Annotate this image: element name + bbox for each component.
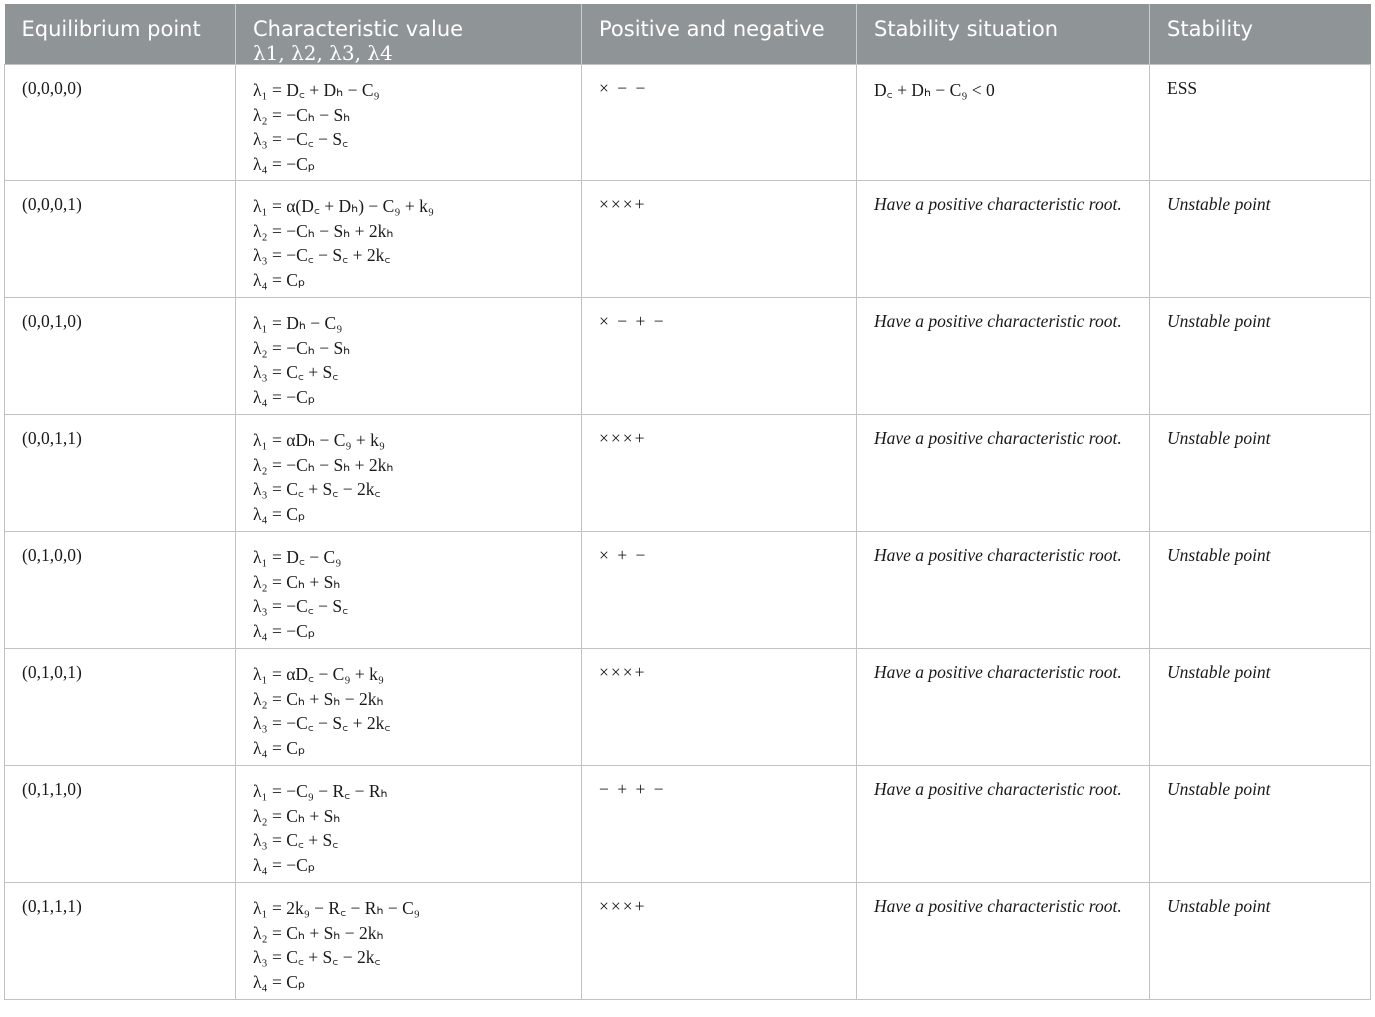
stability-cell: Unstable point: [1150, 181, 1371, 298]
equilibrium-point-cell: (0,1,1,0): [5, 766, 236, 883]
characteristic-value-cell: [236, 415, 582, 532]
stability-cell: Unstable point: [1150, 766, 1371, 883]
characteristic-value-cell: [236, 65, 582, 181]
lambda-equation: λ₁ = D꜀ − C₉: [253, 547, 342, 567]
sign-pattern-cell: × − −: [582, 65, 857, 181]
sign-pattern-cell: ×××+: [582, 883, 857, 1000]
equilibrium-point-cell: (0,0,1,1): [5, 415, 236, 532]
table-row: [5, 883, 1371, 1000]
header-stability-situation: Stability situation: [857, 4, 1150, 65]
lambda-equation: λ₃ = C꜀ + S꜀: [253, 362, 339, 382]
stability-situation-cell: Have a positive characteristic root.: [857, 532, 1150, 649]
stability-situation-cell: Have a positive characteristic root.: [857, 298, 1150, 415]
stability-situation-cell: Have a positive characteristic root.: [857, 415, 1150, 532]
header-row: [5, 4, 1371, 65]
stability-situation-cell: Have a positive characteristic root.: [857, 883, 1150, 1000]
lambda-equation: λ₄ = Cₚ: [253, 971, 306, 992]
characteristic-value-cell: [236, 883, 582, 1000]
lambda-equation: λ₄ = −Cₚ: [253, 620, 316, 641]
table-row: [5, 298, 1371, 415]
characteristic-value-cell: [236, 532, 582, 649]
lambda-equation: λ₁ = α(D꜀ + Dₕ) − C₉ + k₉: [253, 196, 434, 216]
equilibrium-point-cell: (0,1,0,1): [5, 649, 236, 766]
lambda-equation: λ₂ = Cₕ + Sₕ: [253, 571, 341, 592]
lambda-equation: λ₂ = Cₕ + Sₕ − 2kₕ: [253, 922, 384, 943]
lambda-equation: λ₄ = Cₚ: [253, 503, 306, 524]
lambda-equation: λ₁ = D꜀ + Dₕ − C₉: [253, 80, 380, 100]
lambda-equation: λ₃ = C꜀ + S꜀ − 2k꜀: [253, 947, 381, 967]
sign-pattern-cell: ×××+: [582, 415, 857, 532]
lambda-equation: λ₄ = Cₚ: [253, 737, 306, 758]
lambda-equation: λ₂ = Cₕ + Sₕ: [253, 805, 341, 826]
equilibrium-point-cell: (0,1,0,0): [5, 532, 236, 649]
lambda-equation: λ₁ = αD꜀ − C₉ + k₉: [253, 664, 384, 684]
lambda-equation: λ₁ = 2k₉ − R꜀ − Rₕ − C₉: [253, 898, 420, 918]
table-row: [5, 532, 1371, 649]
lambda-equation: λ₃ = −C꜀ − S꜀ + 2k꜀: [253, 713, 391, 733]
lambda-equation: λ₄ = −Cₚ: [253, 153, 316, 174]
lambda-equation: λ₃ = −C꜀ − S꜀ + 2k꜀: [253, 245, 391, 265]
characteristic-value-cell: [236, 181, 582, 298]
lambda-equation: λ₃ = −C꜀ − S꜀: [253, 129, 349, 149]
lambda-equation: λ₂ = −Cₕ − Sₕ: [253, 104, 351, 125]
lambda-equation: λ₄ = −Cₚ: [253, 386, 316, 407]
stability-cell: Unstable point: [1150, 298, 1371, 415]
lambda-equation: λ₄ = −Cₚ: [253, 854, 316, 875]
characteristic-value-cell: [236, 766, 582, 883]
equilibrium-point-cell: (0,0,0,1): [5, 181, 236, 298]
characteristic-value-cell: [236, 298, 582, 415]
stability-situation-cell: Have a positive characteristic root.: [857, 649, 1150, 766]
stability-cell: ESS: [1150, 65, 1371, 181]
sign-pattern-cell: ×××+: [582, 649, 857, 766]
stability-cell: Unstable point: [1150, 649, 1371, 766]
lambda-equation: λ₃ = C꜀ + S꜀: [253, 830, 339, 850]
sign-pattern-cell: ×××+: [582, 181, 857, 298]
header-stability: Stability: [1150, 4, 1371, 65]
equilibrium-point-cell: (0,0,0,0): [5, 65, 236, 181]
table-body: [5, 65, 1371, 1000]
table-row: [5, 65, 1371, 181]
header-positive-negative: Positive and negative: [582, 4, 857, 65]
lambda-equation: λ₁ = Dₕ − C₉: [253, 313, 343, 333]
stability-cell: Unstable point: [1150, 883, 1371, 1000]
lambda-equation: λ₄ = Cₚ: [253, 269, 306, 290]
lambda-equation: λ₂ = −Cₕ − Sₕ + 2kₕ: [253, 220, 394, 241]
table-row: [5, 766, 1371, 883]
header-equilibrium-point: Equilibrium point: [5, 4, 236, 65]
header-lambda-list: λ1, λ2, λ3, λ4: [253, 41, 393, 65]
lambda-equation: λ₃ = C꜀ + S꜀ − 2k꜀: [253, 479, 381, 499]
equilibrium-point-cell: (0,0,1,0): [5, 298, 236, 415]
lambda-equation: λ₂ = Cₕ + Sₕ − 2kₕ: [253, 688, 384, 709]
stability-situation-cell: Have a positive characteristic root.: [857, 766, 1150, 883]
lambda-equation: λ₁ = αDₕ − C₉ + k₉: [253, 430, 385, 450]
sign-pattern-cell: × − + −: [582, 298, 857, 415]
table-header: [5, 4, 1371, 65]
equilibrium-stability-table: [4, 4, 1371, 1000]
lambda-equation: λ₂ = −Cₕ − Sₕ: [253, 337, 351, 358]
stability-situation-cell: Have a positive characteristic root.: [857, 181, 1150, 298]
lambda-equation: λ₁ = −C₉ − R꜀ − Rₕ: [253, 781, 388, 801]
characteristic-value-cell: [236, 649, 582, 766]
sign-pattern-cell: × + −: [582, 532, 857, 649]
header-characteristic-value: Characteristic value λ1, λ2, λ3, λ4: [236, 4, 582, 65]
lambda-equation: λ₃ = −C꜀ − S꜀: [253, 596, 349, 616]
sign-pattern-cell: − + + −: [582, 766, 857, 883]
table-row: [5, 415, 1371, 532]
table-row: [5, 649, 1371, 766]
table-row: [5, 181, 1371, 298]
stability-cell: Unstable point: [1150, 415, 1371, 532]
lambda-equation: λ₂ = −Cₕ − Sₕ + 2kₕ: [253, 454, 394, 475]
stability-situation-cell: D꜀ + Dₕ − C₉ < 0: [857, 65, 1150, 181]
stability-cell: Unstable point: [1150, 532, 1371, 649]
equilibrium-point-cell: (0,1,1,1): [5, 883, 236, 1000]
